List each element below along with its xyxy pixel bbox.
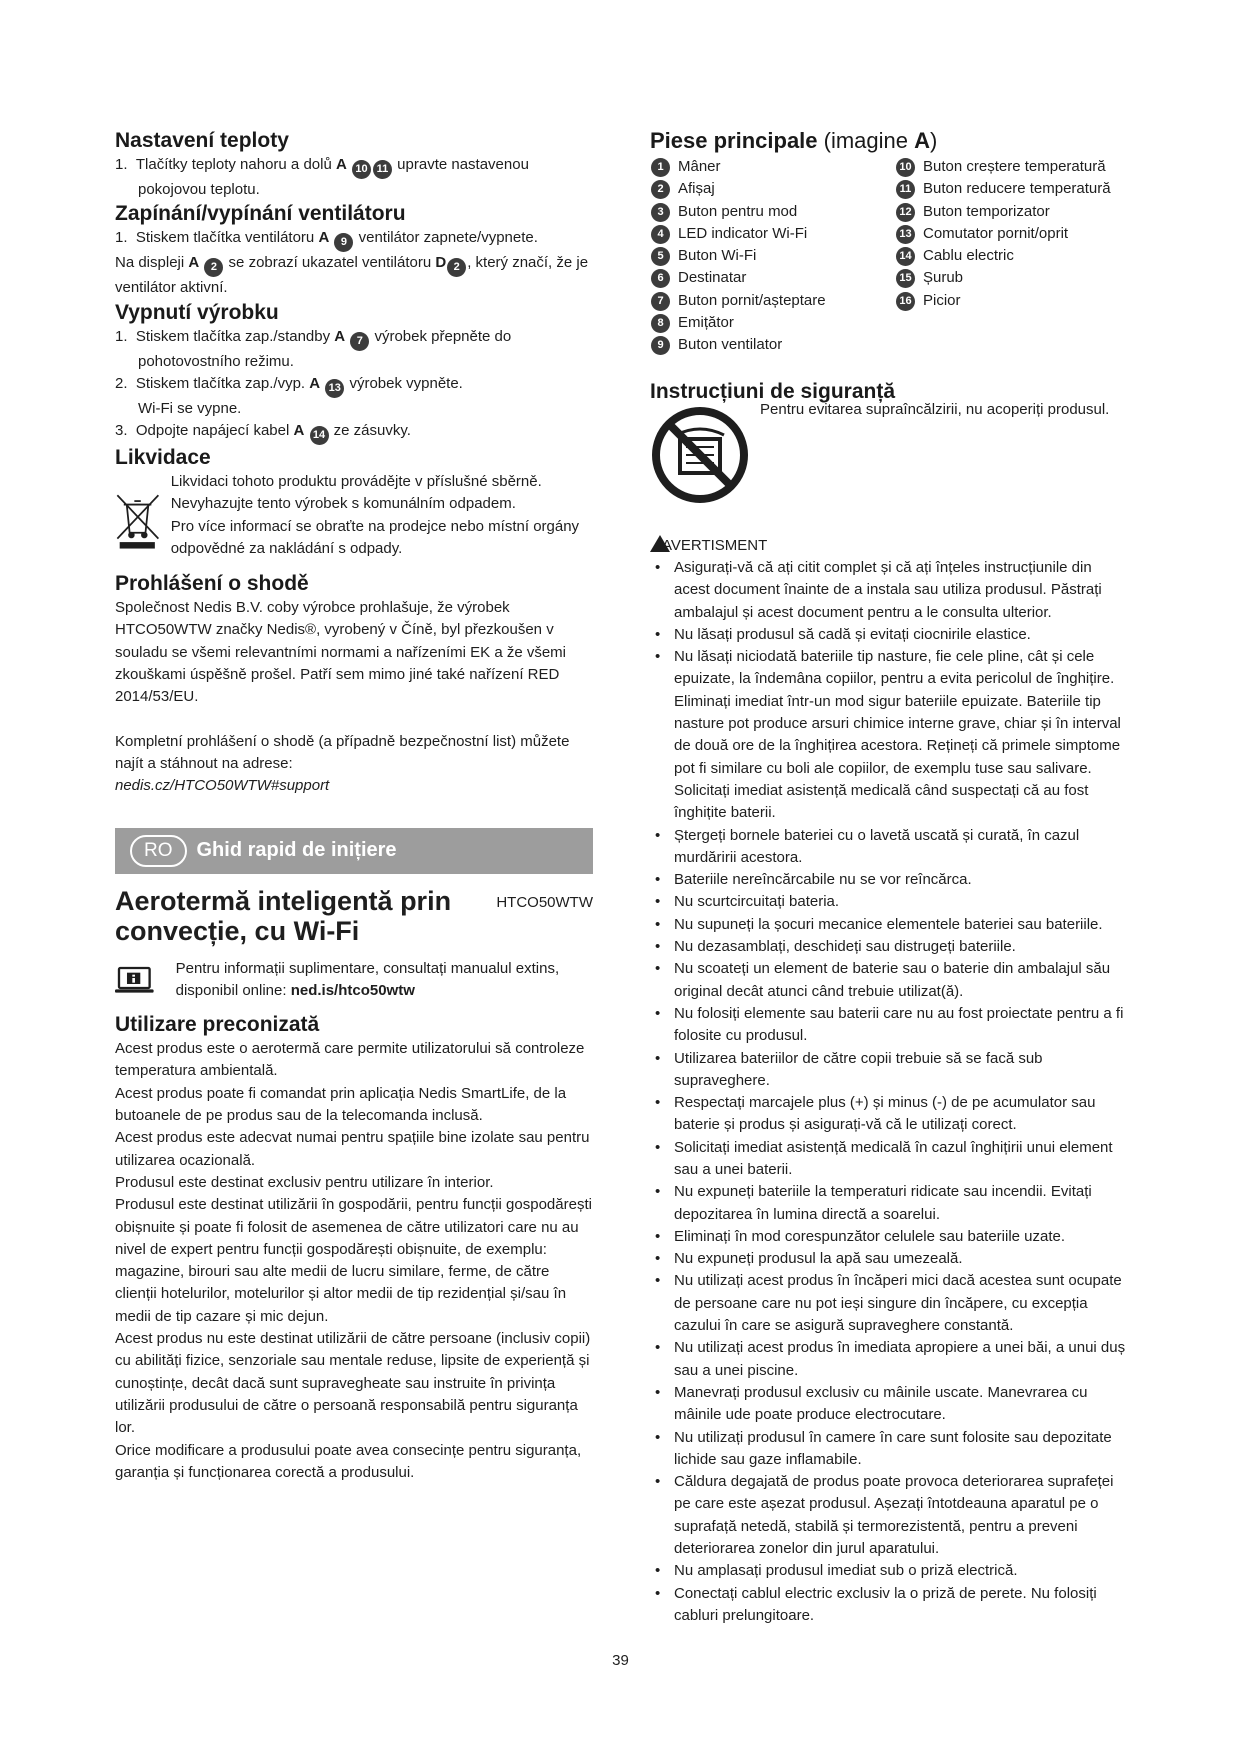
list-item: 16 Picior <box>895 290 1128 312</box>
fan-steps <box>115 227 593 252</box>
list-item: • Căldura degajată de produs poate provoca deteriorarea suprafeței pe care este așezat produsul. Așezați întotdeauna aparatul pe o suprafață netedă, stabilă și termorezistentă, pentru a preveni deteriorarea zonelor din jurul aparatului. <box>650 1471 1128 1560</box>
list-item: 5 Buton Wi-Fi <box>650 245 895 267</box>
list-item: • Nu lăsați produsul să cadă și evitați ciocnirile elastice. <box>650 624 1128 646</box>
manual-text: Pentru informații suplimentare, consultați manualul extins, disponibil online: ned.is/htco50wtw <box>175 959 560 999</box>
left-column <box>115 128 593 1484</box>
parts-column-2 <box>895 156 1128 357</box>
list-item: • Nu scoateți un element de baterie sau o baterie din ambalajul său original decât atunci când trebuie utilizat(ă). <box>650 958 1128 1003</box>
conformity-download-text: Kompletní prohlášení o shodě (a případně bezpečnostní list) můžete najít a stáhnout na adrese: <box>115 732 570 772</box>
section-title-fan: Zapínání/vypínání ventilátoru <box>115 202 406 226</box>
safety-bullets <box>650 557 1128 1627</box>
list-item: 12 Buton temporizator <box>895 201 1128 223</box>
callout-number: 9 <box>334 233 353 252</box>
list-item: • Nu utilizați produsul în camere în care sunt folosite sau depozitate lichide sau gaze inflamabile. <box>650 1427 1128 1472</box>
section-title-temperature: Nastavení teploty <box>115 129 289 152</box>
section-title-disposal: Likvidace <box>115 446 211 470</box>
section-title-main-parts: Piese principale (imagine A) <box>650 128 938 153</box>
list-item: • Nu folosiți elemente sau baterii care nu au fost proiectate pentru a fi folosite cu produsul. <box>650 1003 1128 1048</box>
list-item: 1. Tlačítky teploty nahoru a dolů A 10 11 upravte nastavenou pokojovou teplotu. <box>115 156 529 198</box>
callout-number: 14 <box>310 426 329 445</box>
list-item: • Conectați cablul electric exclusiv la o priză de perete. Nu folosiți cabluri prelungitoare. <box>650 1583 1128 1628</box>
callout-number: 2 <box>447 258 466 277</box>
section-title-conformity: Prohlášení o shodě <box>115 572 309 596</box>
list-item: • Nu utilizați acest produs în imediata apropiere a unei băi, a unui duș sau a unei piscine. <box>650 1337 1128 1382</box>
warning-label: AVERTISMENT <box>650 535 1128 557</box>
conformity-text: Společnost Nedis B.V. coby výrobce prohlašuje, že výrobek HTCO50WTW značky Nedis®, vyrobený v Číně, byl přezkoušen v souladu se všemi relevantními normami a nařízeními EK a že všemi zkouškami úspěšně prošel. Patří sem mimo jiné také nařízení RED 2014/53/EU. <box>115 599 567 706</box>
product-title: Aerotermă inteligentă prin convecție, cu Wi-Fi <box>115 885 452 946</box>
list-item: • Ștergeți bornele bateriei cu o lavetă uscată și curată, în cazul murdăririi acestora. <box>650 825 1128 870</box>
manual-block <box>115 960 593 1003</box>
list-item: 1. Stiskem tlačítka zap./standby A 7 výrobek přepněte do pohotovostního režimu. <box>115 327 512 370</box>
callout-number: 2 <box>204 258 223 277</box>
weee-bin-icon <box>115 471 161 571</box>
list-item: 4 LED indicator Wi-Fi <box>650 223 895 245</box>
language-banner <box>115 828 593 874</box>
list-item: • Nu expuneți bateriile la temperaturi ridicate sau incendii. Evitați depozitarea în lumina directă a soarelui. <box>650 1181 1128 1226</box>
banner-title: Ghid rapid de inițiere <box>196 839 397 862</box>
list-item: 7 Buton pornit/așteptare <box>650 290 895 312</box>
list-item: 3 Buton pentru mod <box>650 201 895 223</box>
list-item: 3. Odpojte napájecí kabel A 14 ze zásuvky. <box>115 420 593 445</box>
fan-display-note: Na displeji A 2 se zobrazí ukazatel ventilátoru D 2 , který značí, že je ventilátor aktivní. <box>115 254 589 297</box>
intended-use-text: Acest produs este o aerotermă care permite utilizatorului să controleze temperatura ambientală. Acest produs poate fi comandat prin aplicația Nedis SmartLife, de la butoanele de pe produs sau de la telecomanda inclusă. Acest produs este adecvat numai pentru spațiile bine izolate sau pentru utilizarea ocazională. Produsul este destinat exclusiv pentru utilizare în interior. Produsul este destinat utilizării în gospodării, pentru funcții gospodărești obișnuite și poate fi folosit de asemenea de către utilizatori care nu au nivel de expert pentru funcții gospodărești obișnuite, de exemplu: magazine, birouri sau alte medii de lucru similare, ferme, de către clienții hotelurilor, motelurilor și altor medii de tip rezidențial și/sau în medii de tip cazare și mic dejun. Acest produs nu este destinat utilizării de către persoane (inclusiv copii) cu abilități fizice, senzoriale sau mentale reduse, lipsite de experiență și cunoștințe, decât dacă sunt supravegheate sau instruite în privința utilizării produsului de către o persoană responsabilă pentru siguranța lor. Orice modificare a produsului poate avea consecințe pentru siguranța, garanția și funcționarea corectă a produsului. <box>115 1040 592 1481</box>
list-item: 15 Șurub <box>895 267 1128 289</box>
list-item: 2 Afișaj <box>650 178 895 200</box>
list-item: 14 Cablu electric <box>895 245 1128 267</box>
list-item: • Nu supuneți la șocuri mecanice elementele bateriei sau bateriile. <box>650 914 1128 936</box>
section-title-intended-use: Utilizare preconizată <box>115 1013 320 1037</box>
list-item: 1 Mâner <box>650 156 895 178</box>
list-item: • Nu utilizați acest produs în încăperi mici dacă acestea sunt ocupate de persoane care nu pot ieși singure din încăpere, cu excepția cazului în care se asigură supraveghere constantă. <box>650 1270 1128 1337</box>
disposal-text: Likvidaci tohoto produktu provádějte v příslušné sběrně. Nevyhazujte tento výrobek s komunálním odpadem. Pro více informací se obraťte na prodejce nebo místní orgány odpovědné za nakládání s odpady. <box>170 473 580 558</box>
disposal-block <box>115 471 593 571</box>
language-code-badge: RO <box>130 835 187 867</box>
list-item: • Nu amplasați produsul imediat sub o priză electrică. <box>650 1560 1128 1582</box>
list-item: • Solicitați imediat asistență medicală în cazul înghițirii unui element sau a unei baterii. <box>650 1137 1128 1182</box>
shutdown-steps <box>115 326 593 446</box>
parts-column-1 <box>650 156 895 357</box>
list-item: 10 Buton creștere temperatură <box>895 156 1128 178</box>
parts-list <box>650 156 1128 357</box>
laptop-manual-icon <box>115 960 154 1000</box>
manual-link[interactable]: ned.is/htco50wtw <box>290 981 415 999</box>
list-item: 9 Buton ventilator <box>650 334 895 356</box>
list-item: • Nu dezasamblați, deschideți sau distrugeți bateriile. <box>650 936 1128 958</box>
safety-icon-text: Pentru evitarea supraîncălzirii, nu acoperiți produsul. <box>760 400 1110 418</box>
safety-icon-block <box>650 400 1128 505</box>
product-title-row <box>115 886 593 946</box>
support-link[interactable]: nedis.cz/HTCO50WTW#support <box>115 777 330 795</box>
callout-number: 11 <box>373 160 392 179</box>
list-item: • Nu expuneți produsul la apă sau umezeală. <box>650 1248 1128 1270</box>
list-item: 2. Stiskem tlačítka zap./vyp. A 13 výrobek vypněte. Wi-Fi se vypne. <box>115 374 463 417</box>
right-column <box>650 128 1128 1627</box>
list-item: 13 Comutator pornit/oprit <box>895 223 1128 245</box>
section-title-safety: Instrucțiuni de siguranță <box>650 379 896 403</box>
list-item: 11 Buton reducere temperatură <box>895 178 1128 200</box>
do-not-cover-icon <box>650 405 750 505</box>
list-item: • Manevrați produsul exclusiv cu mâinile uscate. Manevrarea cu mâinile ude poate produce electrocutare. <box>650 1382 1128 1427</box>
list-item: 8 Emițător <box>650 312 895 334</box>
list-item: • Nu scurtcircuitați bateria. <box>650 891 1128 913</box>
list-item: 6 Destinatar <box>650 267 895 289</box>
list-item: • Nu lăsați niciodată bateriile tip nasture, fie cele pline, cât și cele epuizate, la îndemâna copiilor, pentru a evita pericolul de înghițire. Eliminați imediat într-un mod sigur bateriile epuizate. Bateriile tip nasture pot produce arsuri chimice interne grave, chiar și în interval de două ore de la înghițirea acestora. Rețineți că primele simptome pot fi similare cu boli ale copiilor, de exemplu tuse sau salivare. Solicitați imediat asistență medicală când suspectați că au fost înghițite baterii. <box>650 646 1128 824</box>
callout-number: 10 <box>352 160 371 179</box>
list-item: • Respectați marcajele plus (+) și minus (-) de pe acumulator sau baterie și produs și asigurați-vă că le utilizați corect. <box>650 1092 1128 1137</box>
list-item: • Asigurați-vă că ați citit complet și că ați înțeles instrucțiunile din acest document înainte de a instala sau utiliza produsul. Păstrați ambalajul și acest document pentru a le consulta ulterior. <box>650 557 1128 624</box>
temperature-steps <box>115 154 593 201</box>
model-number: HTCO50WTW <box>496 893 593 911</box>
section-title-shutdown: Vypnutí výrobku <box>115 300 279 324</box>
list-item: • Bateriile nereîncărcabile nu se vor reîncărca. <box>650 869 1128 891</box>
list-item: • Utilizarea bateriilor de către copii trebuie să se facă sub supraveghere. <box>650 1048 1128 1093</box>
callout-number: 13 <box>325 379 344 398</box>
list-item: 1. Stiskem tlačítka ventilátoru A 9 ventilátor zapnete/vypnete. <box>115 227 593 252</box>
list-item: • Eliminați în mod corespunzător celulele sau bateriile uzate. <box>650 1226 1128 1248</box>
callout-number: 7 <box>350 332 369 351</box>
page-number: 39 <box>612 1652 629 1669</box>
